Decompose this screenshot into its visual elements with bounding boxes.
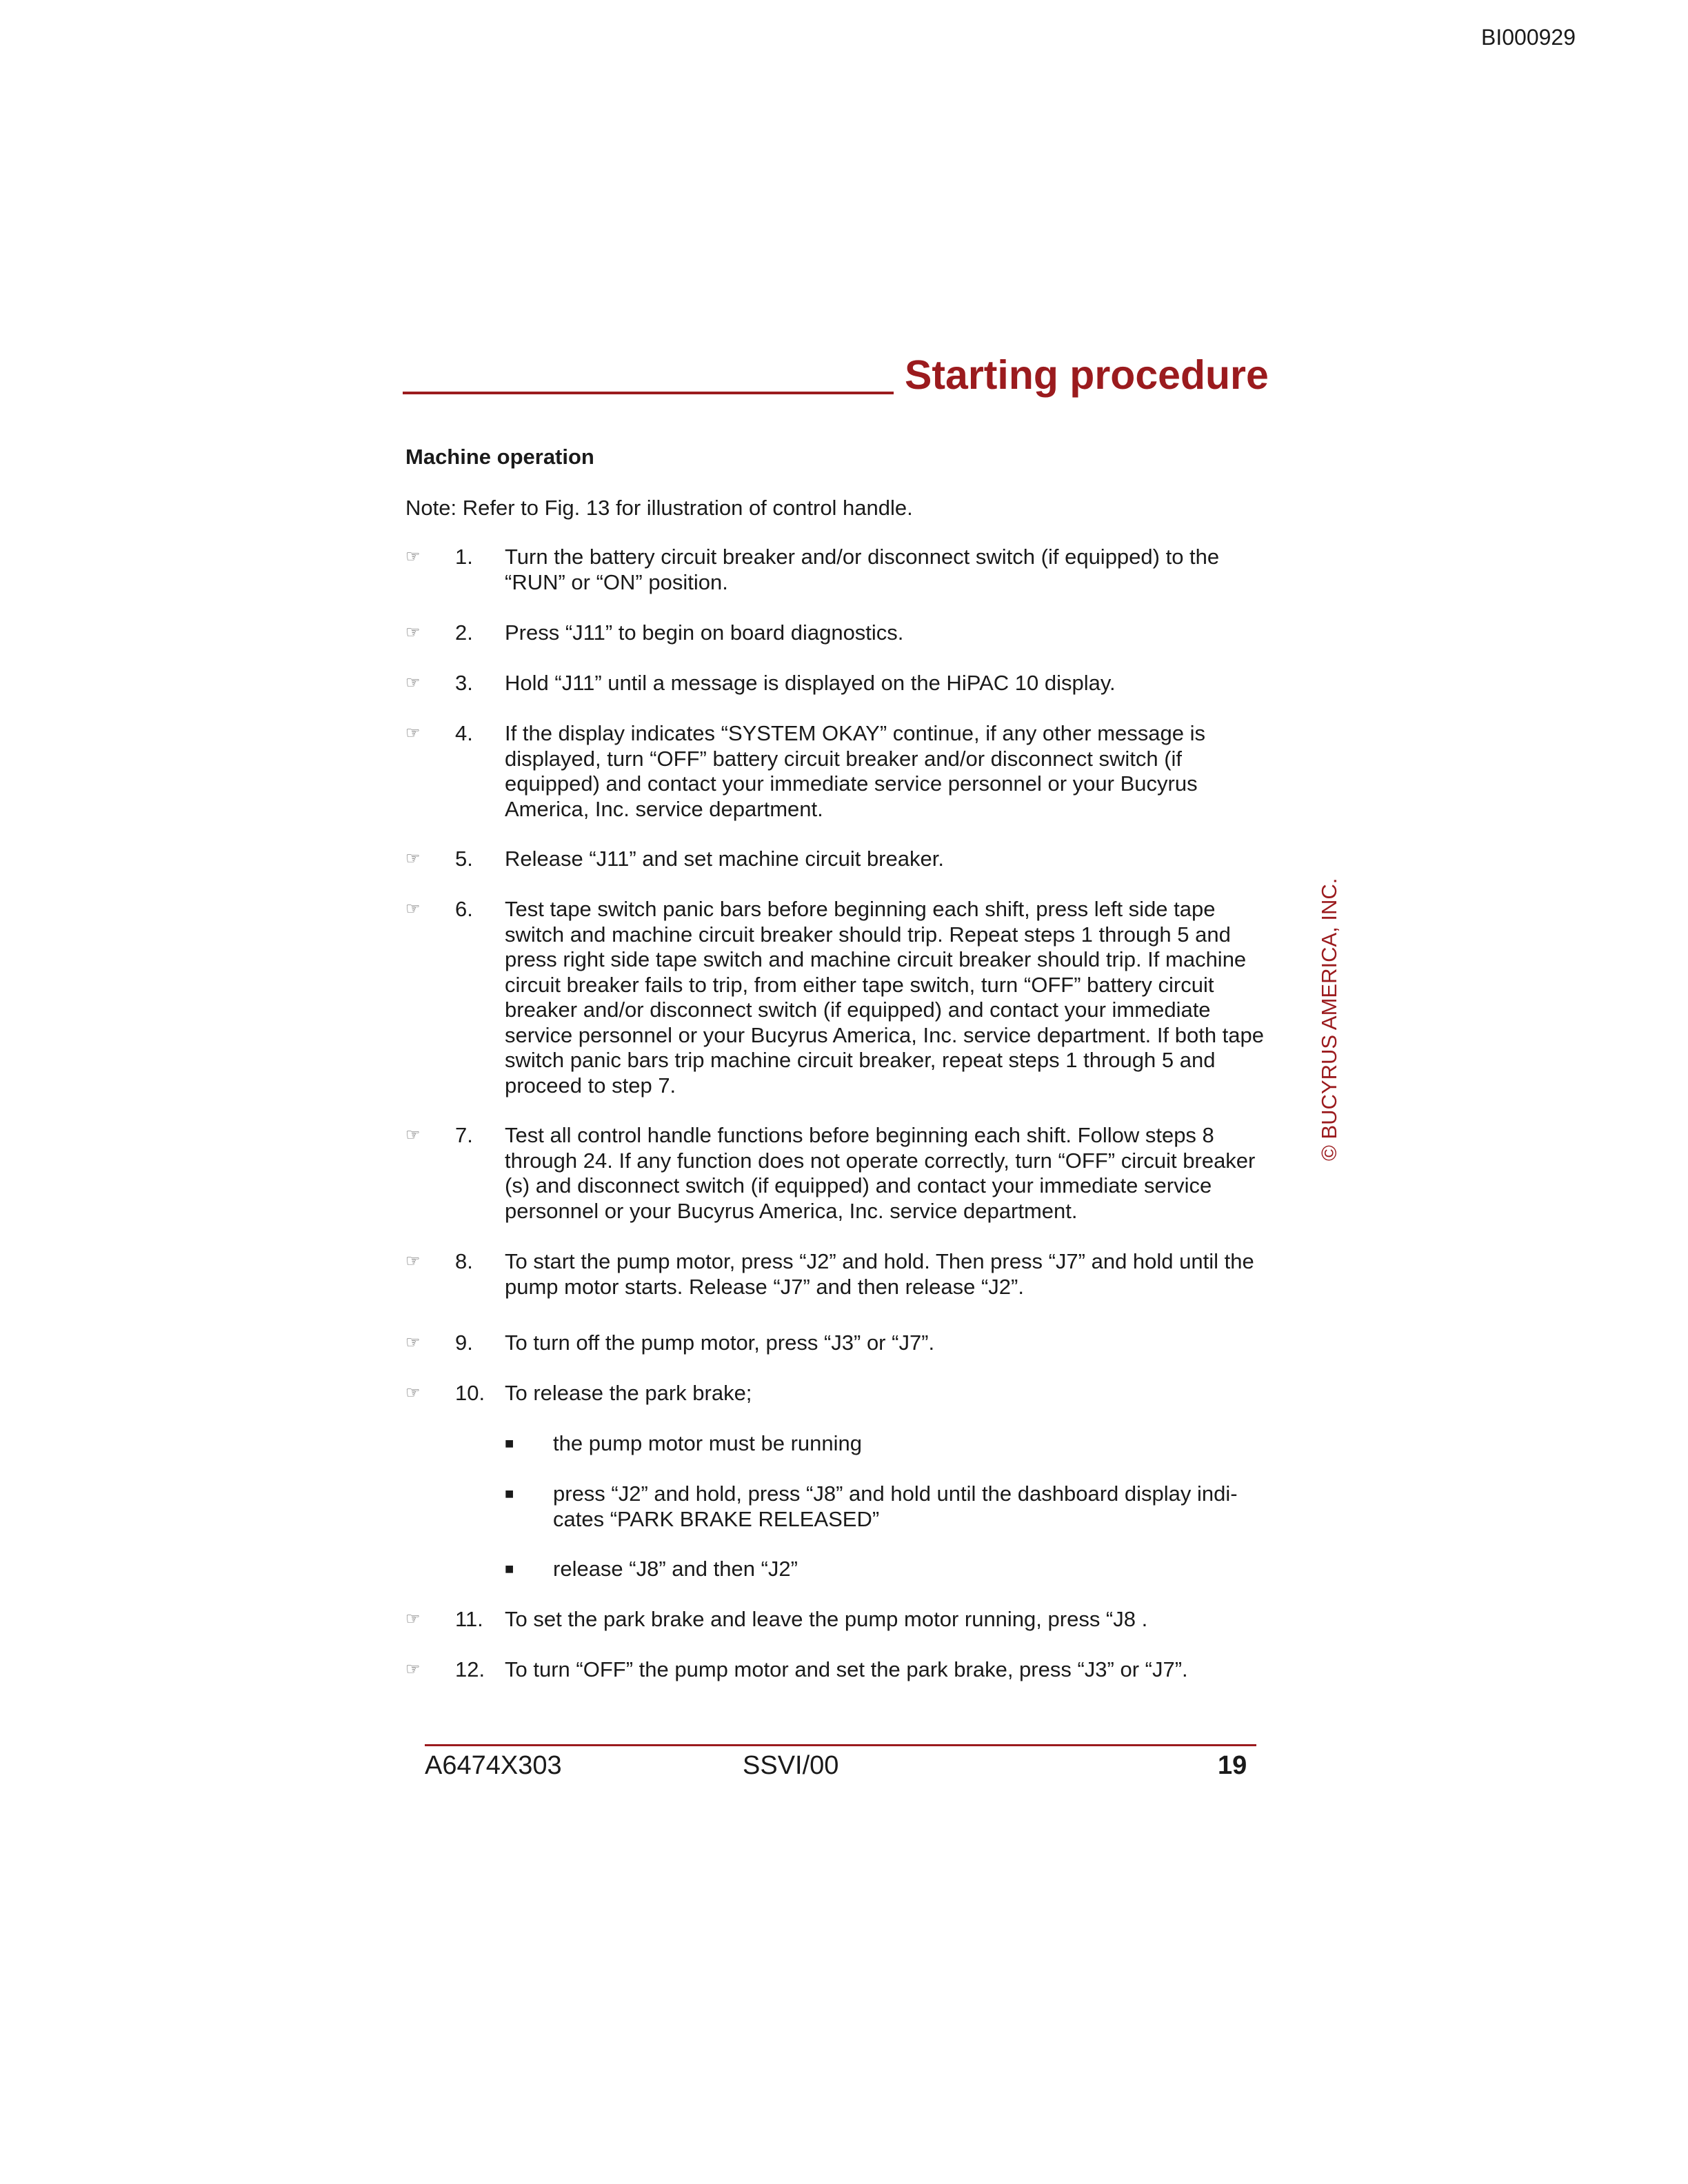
footer-rule [425, 1744, 1256, 1746]
page-number: 19 [1218, 1751, 1247, 1780]
pointing-hand-icon: ☞ [405, 1333, 421, 1352]
step-text: Press “J11” to begin on board diagnostics. [505, 620, 904, 645]
section-title: Starting procedure [905, 352, 1269, 398]
step-text: Test all control handle functions before beginning each shift. Follow steps 8 through 24. If any function does not operate correctly, turn “OFF” circuit breaker (s) and disconnect switch (if equipped) and contact your immediate service personnel or your Bucyrus America, Inc. service department. [505, 1123, 1256, 1223]
pointing-hand-icon: ☞ [405, 1252, 421, 1271]
pointing-hand-icon: ☞ [405, 1126, 421, 1144]
step-text: To turn off the pump motor, press “J3” or “J7”. [505, 1331, 935, 1355]
step-number: 3. [455, 671, 473, 695]
pointing-hand-icon: ☞ [405, 724, 421, 742]
step-number: 4. [455, 721, 473, 745]
pointing-hand-icon: ☞ [405, 1384, 421, 1402]
subheading: Machine operation [405, 445, 594, 469]
pointing-hand-icon: ☞ [405, 623, 421, 642]
step-number: 11. [455, 1607, 483, 1631]
step-number: 2. [455, 620, 473, 645]
step-text: To set the park brake and leave the pump motor running, press “J8 . [505, 1607, 1148, 1631]
bullet-text: press “J2” and hold, press “J8” and hold until the dashboard display indi-cates “PARK BRAKE RELEASED” [553, 1482, 1238, 1531]
pointing-hand-icon: ☞ [405, 1660, 421, 1679]
copyright-notice: © BUCYRUS AMERICA, INC. [1317, 878, 1341, 1161]
step-text: Turn the battery circuit breaker and/or disconnect switch (if equipped) to the “RUN” or “ON” position. [505, 545, 1220, 594]
title-rule [403, 392, 894, 394]
note: Note: Refer to Fig. 13 for illustration of control handle. [405, 496, 913, 520]
square-bullet-icon: ■ [505, 1485, 514, 1502]
step-text: Release “J11” and set machine circuit breaker. [505, 847, 944, 871]
step-number: 8. [455, 1249, 473, 1273]
pointing-hand-icon: ☞ [405, 900, 421, 918]
bullet-text: the pump motor must be running [553, 1431, 863, 1455]
step-number: 7. [455, 1123, 473, 1147]
square-bullet-icon: ■ [505, 1560, 514, 1577]
pointing-hand-icon: ☞ [405, 849, 421, 868]
step-text: Hold “J11” until a message is displayed on the HiPAC 10 display. [505, 671, 1116, 695]
step-number: 12. [455, 1657, 485, 1681]
step-number: 9. [455, 1331, 473, 1355]
pointing-hand-icon: ☞ [405, 674, 421, 692]
footer-revision: SSVI/00 [743, 1751, 839, 1780]
step-text: To turn “OFF” the pump motor and set the park brake, press “J3” or “J7”. [505, 1657, 1188, 1681]
bullet-text: release “J8” and then “J2” [553, 1557, 798, 1581]
step-text: If the display indicates “SYSTEM OKAY” continue, if any other message is displayed, turn “OFF” battery circuit breaker and/or disconnect switch (if equipped) and contact your immediate service personnel or your Bucyrus America, Inc. service department. [505, 721, 1205, 821]
step-text: Test tape switch panic bars before beginning each shift, press left side tape switch and machine circuit breaker should trip. Repeat steps 1 through 5 and press right side tape switch and machine circuit breaker should trip. If machine circuit breaker fails to trip, from either tape switch, turn “OFF” battery circuit breaker and/or disconnect switch (if equipped) and contact your immediate service personnel or your Bucyrus America, Inc. service department. If both tape switch panic bars trip machine circuit breaker, repeat steps 1 through 5 and proceed to step 7. [505, 897, 1265, 1098]
step-text: To release the park brake; [505, 1381, 752, 1405]
square-bullet-icon: ■ [505, 1435, 514, 1452]
footer-part-number: A6474X303 [425, 1751, 562, 1780]
step-number: 10. [455, 1381, 485, 1405]
step-number: 5. [455, 847, 473, 871]
step-text: To start the pump motor, press “J2” and hold. Then press “J7” and hold until the pump motor starts. Release “J7” and then release “J2”. [505, 1249, 1254, 1299]
pointing-hand-icon: ☞ [405, 1610, 421, 1628]
step-number: 1. [455, 545, 473, 569]
step-number: 6. [455, 897, 473, 921]
pointing-hand-icon: ☞ [405, 547, 421, 566]
document-id: BI000929 [1481, 25, 1576, 50]
